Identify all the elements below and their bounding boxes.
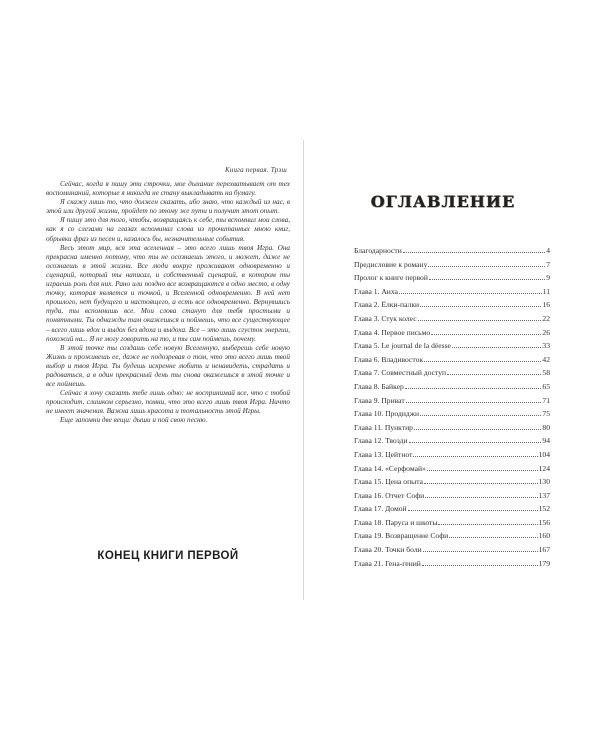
- toc-entry: [354, 559, 550, 573]
- dot-leader: [447, 368, 541, 375]
- dot-leader: [422, 559, 538, 566]
- toc-entry: [354, 382, 550, 396]
- toc-entry: [354, 355, 550, 369]
- toc-entry: [354, 504, 550, 518]
- dot-leader: [429, 273, 545, 280]
- toc-entry-page: 7: [546, 259, 550, 269]
- paragraph: Еще запомни две вещи: дыши и пой свою песню.: [60, 416, 208, 425]
- toc-entry-title: Глава 20. Точки боли: [354, 545, 422, 555]
- toc-entry: [354, 273, 550, 287]
- toc-entry: [354, 423, 550, 437]
- left-page: [20, 140, 304, 600]
- toc-entry-title: Глава 21. Гена-гений: [354, 558, 421, 568]
- toc-entry-title: Предисловие к роману: [354, 259, 428, 269]
- toc-entry-title: Глава 16. Отчет Софи: [354, 490, 425, 500]
- toc-entry-page: 22: [542, 313, 550, 323]
- toc-entry-title: Глава 4. Первое письмо: [354, 327, 431, 337]
- toc-entry-page: 33: [542, 341, 550, 351]
- toc-entry: [354, 464, 550, 478]
- toc-entry-page: 16: [542, 300, 550, 310]
- toc-entry-page: 179: [538, 558, 550, 568]
- paragraph: Сейчас, когда я пишу эти строчки, мое дыхание перехватывает от тех воспоминаний, которые я никогда не стану выкладывать на бумагу.: [46, 180, 290, 198]
- dot-leader: [427, 464, 538, 471]
- dot-leader: [438, 518, 537, 525]
- toc-entry-page: 9: [546, 273, 550, 283]
- dot-leader: [405, 382, 542, 389]
- dot-leader: [449, 531, 537, 538]
- dot-leader: [408, 504, 538, 511]
- toc-entry-title: Глава 8. Байкер: [354, 381, 404, 391]
- toc-entry: [354, 477, 550, 491]
- dot-leader: [414, 423, 541, 430]
- toc-entry-page: 137: [538, 490, 550, 500]
- toc-entry-title: Глава 12. Твозди: [354, 436, 408, 446]
- toc-entry-title: Глава 17. Домой: [354, 504, 407, 514]
- toc-entry-page: 94: [542, 436, 550, 446]
- toc-entry: [354, 436, 550, 450]
- dot-leader: [403, 246, 545, 253]
- toc-entry-title: Глава 7. Совместный доступ: [354, 368, 447, 378]
- end-of-book-title: КОНЕЦ КНИГИ ПЕРВОЙ: [97, 550, 239, 562]
- toc-entry: [354, 409, 550, 423]
- toc-entry-page: 42: [542, 354, 550, 364]
- toc-entry-page: 104: [538, 449, 550, 459]
- toc-entry-title: Глава 6. Владивосток: [354, 354, 424, 364]
- toc-entry: [354, 396, 550, 410]
- dot-leader: [399, 287, 542, 294]
- toc-entry: [354, 260, 550, 274]
- toc-entry: [354, 450, 550, 464]
- toc-entry-page: 75: [542, 409, 550, 419]
- toc-entry: [354, 246, 550, 260]
- dot-leader: [413, 450, 537, 457]
- toc-entry-title: Глава 18. Паруса и шкоты: [354, 517, 438, 527]
- toc-entry: [354, 368, 550, 382]
- toc-entry: [354, 545, 550, 559]
- dot-leader: [431, 328, 541, 335]
- toc-entry-page: 65: [542, 381, 550, 391]
- right-page: [304, 140, 582, 600]
- toc-entry-page: 11: [542, 286, 550, 296]
- toc-entry-title: Глава 14. «Серфомай»: [354, 463, 426, 473]
- dot-leader: [424, 477, 538, 484]
- toc-entry: [354, 287, 550, 301]
- toc-entry-page: 160: [538, 531, 550, 541]
- dot-leader: [418, 314, 542, 321]
- paragraph: Я скажу лишь то, что должен сказать, ибо знаю, что каждый из нас, в этой или другой жизни, пройдет по этому же пути и получит этот опыт.: [46, 198, 290, 216]
- toc-entry: [354, 341, 550, 355]
- toc-entry-title: Глава 15. Цена опыта: [354, 477, 424, 487]
- toc-entry-page: 156: [538, 517, 550, 527]
- dot-leader: [406, 396, 542, 403]
- toc-entry-title: Глава 9. Приват: [354, 395, 405, 405]
- dot-leader: [409, 436, 542, 443]
- running-head: Книга первая. Трэш: [224, 166, 287, 174]
- dot-leader: [428, 260, 545, 267]
- story-text: [46, 180, 290, 426]
- toc-entry-title: Глава 3. Стук колес: [354, 313, 417, 323]
- toc-entry-page: 80: [542, 422, 550, 432]
- dot-leader: [423, 545, 538, 552]
- dot-leader: [420, 409, 541, 416]
- toc-entry-page: 167: [538, 545, 550, 555]
- toc-entry-title: Глава 5. Le journal de la déesse: [354, 341, 451, 351]
- toc-entry-page: 152: [538, 504, 550, 514]
- toc-entry-page: 4: [546, 246, 550, 255]
- toc-entry: [354, 300, 550, 314]
- toc-entry-title: Глава 19. Возвращение Софи: [354, 531, 449, 541]
- paragraph: Сейчас я хочу сказать тебе лишь одно: не воспринимай все, что с тобой происходит, слишком серьезно, помни, что это всего лишь твоя Игра. Ничто не имеет значения. Важна лишь красота и тотальность этой Игры.: [46, 389, 290, 416]
- paragraph: В этой точке ты создашь себе новую Вселенную, выберешь себе новую Жизнь и проживешь ее, даже не подозревая о том, что это всего лишь твой выбор и твоя Игра. Ты будешь искренне любить и ненавидеть, страдать и радоваться, а в один прекрасный день ты снова окажешься в этой точке и все поймешь.: [46, 343, 290, 389]
- table-of-contents: [354, 246, 550, 572]
- toc-entry-page: 124: [538, 463, 550, 473]
- toc-title: ОГЛАВЛЕНИЕ: [370, 192, 516, 211]
- toc-entry-title: Пролог к книге первой: [354, 273, 428, 283]
- toc-entry: [354, 518, 550, 532]
- toc-entry-title: Глава 13. Цейтнот: [354, 449, 413, 459]
- toc-entry-page: 58: [542, 368, 550, 378]
- toc-entry-page: 71: [542, 395, 550, 405]
- toc-entry-title: Глава 1. Аиха: [354, 286, 398, 296]
- dot-leader: [425, 491, 537, 498]
- paragraph: Весь этот мир, вся эта вселенная – это всего лишь твоя Игра. Она прекрасна именно потому, что ты не осознаешь этого, и может, даже не осознаешь в этой жизни. Все люди вокруг проживают одновременно и сценарий, который ты написал, и собственный сценарий, в котором ты играешь роль для них. Рано или поздно все возвращаются в одно место, в одну точку, которая является и точкой, и Вселенной одновременно. В ней нет прошлого, нет будущего и настоящего, а есть все одновременно. Вернувшись туда, ты вспомнишь все. Мои слова станут для тебя простыми и понятными. Ты однажды там окажешься и поймешь, что все существующее – всего лишь вдох и выдох без вдоха и выдоха. Все – это лишь сгусток энергии, похожий на... Я не могу говорить на то, и ты сам поймешь, почему.: [46, 243, 290, 343]
- dot-leader: [424, 355, 541, 362]
- toc-entry-title: Глава 2. Ёлки-палки: [354, 300, 420, 310]
- toc-entry: [354, 531, 550, 545]
- toc-entry-title: Глава 10. Продиджи: [354, 409, 420, 419]
- toc-entry: [354, 491, 550, 505]
- toc-entry-page: 26: [542, 327, 550, 337]
- toc-entry-page: 130: [538, 477, 550, 487]
- toc-entry-title: Благодарности: [354, 246, 402, 255]
- dot-leader: [452, 341, 542, 348]
- toc-entry: [354, 328, 550, 342]
- toc-entry-title: Глава 11. Пунктир: [354, 422, 413, 432]
- dot-leader: [420, 300, 541, 307]
- toc-entry: [354, 314, 550, 328]
- paragraph: Я пишу это для того, чтобы, возвращаясь к себе, ты вспомнил мои слова, как я со слезами на глазах вспоминал слова из прочитанных мною книг, обрывки фраз из песен и, казалось бы, незначительные события.: [46, 216, 290, 243]
- book-spread: [0, 140, 600, 600]
